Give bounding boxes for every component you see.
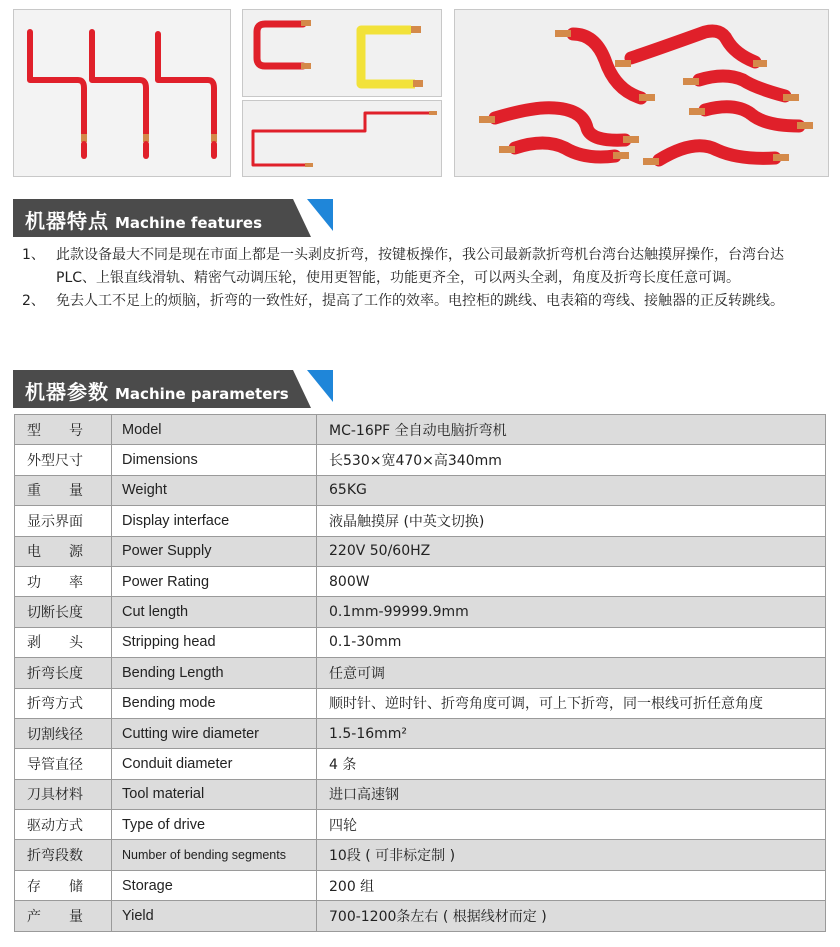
param-value: 65KG: [317, 475, 826, 505]
param-name-en: Conduit diameter: [112, 749, 317, 779]
param-value: 四轮: [317, 810, 826, 840]
param-name-zh: 折弯段数: [15, 840, 112, 870]
feature-item: [22, 290, 822, 313]
param-value: 4 条: [317, 749, 826, 779]
table-row: [15, 445, 826, 475]
param-name-zh: 功 率: [15, 566, 112, 596]
table-row: [15, 506, 826, 536]
table-row: [15, 566, 826, 596]
param-name-zh: 切割线径: [15, 718, 112, 748]
param-name-en: Power Supply: [112, 536, 317, 566]
table-row: [15, 749, 826, 779]
param-value: 长530×宽470×高340mm: [317, 445, 826, 475]
param-value: 800W: [317, 566, 826, 596]
param-name-en: Power Rating: [112, 566, 317, 596]
param-name-en: Bending Length: [112, 658, 317, 688]
feature-text: 免去人工不足上的烦脑，折弯的一致性好，提高了工作的效率。电控柜的跳线、电表箱的弯线、接触器的正反转跳线。: [56, 293, 784, 309]
table-row: [15, 688, 826, 718]
features-title-zh: 机器特点: [25, 209, 109, 233]
feature-text: 此款设备最大不同是现在市面上都是一头剥皮折弯，按键板操作，我公司最新款折弯机台湾台达触摸屏操作，台湾台达PLC、上银直线滑轨、精密气动调压轮，使用更智能，功能更齐全，可以两头全剥，角度及折弯长度任意可调。: [56, 247, 784, 286]
param-name-zh: 剥 头: [15, 627, 112, 657]
feature-item: [22, 244, 822, 290]
param-name-en: Model: [112, 415, 317, 445]
photo-bent-wire-assortment: [454, 9, 829, 177]
table-row: [15, 870, 826, 900]
param-name-zh: 显示界面: [15, 506, 112, 536]
table-row: [15, 840, 826, 870]
param-name-zh: 折弯方式: [15, 688, 112, 718]
param-name-zh: 折弯长度: [15, 658, 112, 688]
parameters-title-en: Machine parameters: [115, 385, 289, 403]
param-name-en: Type of drive: [112, 810, 317, 840]
param-value: 0.1mm-99999.9mm: [317, 597, 826, 627]
param-name-zh: 刀具材料: [15, 779, 112, 809]
param-name-en: Display interface: [112, 506, 317, 536]
param-name-en: Tool material: [112, 779, 317, 809]
table-row: [15, 475, 826, 505]
param-value: 进口高速钢: [317, 779, 826, 809]
photo-bent-wires-z: [13, 9, 231, 177]
features-title-en: Machine features: [115, 214, 263, 232]
param-name-en: Dimensions: [112, 445, 317, 475]
param-name-zh: 型 号: [15, 415, 112, 445]
param-name-en: Cutting wire diameter: [112, 718, 317, 748]
param-value: 液晶触摸屏 (中英文切换): [317, 506, 826, 536]
table-row: [15, 901, 826, 931]
table-row: [15, 658, 826, 688]
param-name-en: Stripping head: [112, 627, 317, 657]
param-value: 220V 50/60HZ: [317, 536, 826, 566]
param-name-zh: 导管直径: [15, 749, 112, 779]
parameters-table: [14, 414, 826, 932]
table-row: [15, 597, 826, 627]
param-name-en: Storage: [112, 870, 317, 900]
section-header-features: [13, 199, 333, 237]
param-name-zh: 驱动方式: [15, 810, 112, 840]
table-row: [15, 627, 826, 657]
param-name-zh: 电 源: [15, 536, 112, 566]
param-name-zh: 外型尺寸: [15, 445, 112, 475]
table-row: [15, 718, 826, 748]
param-name-zh: 存 储: [15, 870, 112, 900]
param-name-en: Weight: [112, 475, 317, 505]
param-name-zh: 产 量: [15, 901, 112, 931]
section-header-parameters: [13, 370, 333, 408]
param-value: 顺时针、逆时针、折弯角度可调，可上下折弯，同一根线可折任意角度: [317, 688, 826, 718]
param-value: 1.5-16mm²: [317, 718, 826, 748]
param-value: 700-1200条左右 ( 根据线材而定 ): [317, 901, 826, 931]
param-value: 10段 ( 可非标定制 ): [317, 840, 826, 870]
param-value: 200 组: [317, 870, 826, 900]
param-value: MC-16PF 全自动电脑折弯机: [317, 415, 826, 445]
param-name-en: Number of bending segments: [112, 840, 317, 870]
param-name-zh: 切断长度: [15, 597, 112, 627]
param-value: 任意可调: [317, 658, 826, 688]
parameters-title-zh: 机器参数: [25, 380, 109, 404]
table-row: [15, 810, 826, 840]
param-name-en: Cut length: [112, 597, 317, 627]
feature-number: 1、: [22, 247, 45, 263]
table-row: [15, 779, 826, 809]
param-name-zh: 重 量: [15, 475, 112, 505]
param-name-en: Yield: [112, 901, 317, 931]
photo-long-bent-wire: [242, 100, 442, 177]
features-list: [22, 244, 822, 313]
table-row: [15, 415, 826, 445]
param-value: 0.1-30mm: [317, 627, 826, 657]
table-row: [15, 536, 826, 566]
param-name-en: Bending mode: [112, 688, 317, 718]
photo-u-wires: [242, 9, 442, 97]
feature-number: 2、: [22, 293, 45, 309]
